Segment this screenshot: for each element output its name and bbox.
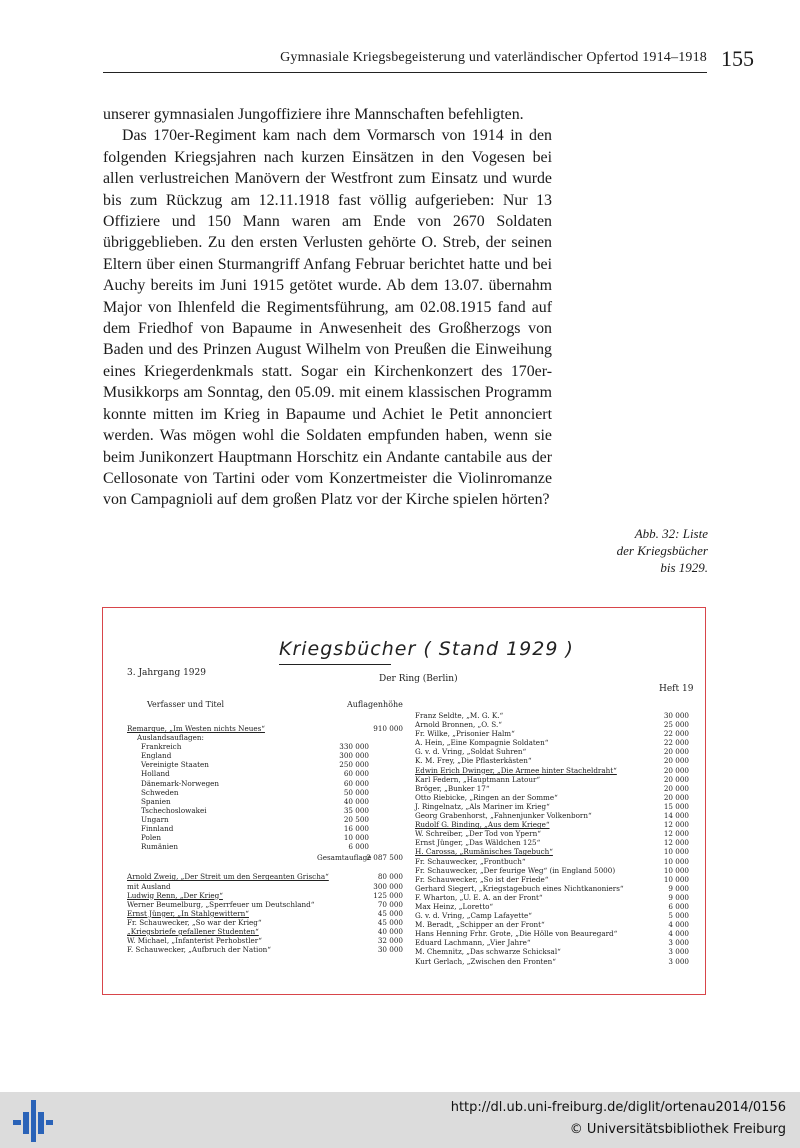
book-entry: Fr. Schauwecker, „So war der Krieg“: [127, 917, 262, 927]
book-entry: Vereinigte Staaten: [141, 760, 209, 770]
book-entry: Hans Henning Frhr. Grote, „Die Hölle von Beauregard“: [415, 929, 618, 939]
book-entry: Ungarn: [141, 814, 169, 824]
running-title: Gymnasiale Kriegsbegeisterung und vaterländischer Opfertod 1914–1918: [280, 50, 707, 65]
book-entry: Otto Riebicke, „Ringen an der Somme“: [415, 792, 558, 802]
list-row: [127, 918, 403, 927]
title-underline: [279, 664, 391, 665]
book-entry: Frankreich: [141, 742, 182, 752]
edition-count: 20 000: [663, 774, 689, 784]
list-row: [415, 875, 689, 884]
list-row: [141, 833, 369, 842]
edition-count: 300 000: [373, 881, 403, 891]
book-entry: W. Schreiber, „Der Tod von Ypern“: [415, 829, 541, 839]
footer-bar: [0, 1092, 800, 1148]
auslands-label-row: [127, 733, 403, 742]
list-row: [415, 820, 689, 829]
publisher-label: Der Ring (Berlin): [379, 674, 458, 684]
library-logo-icon: [13, 1100, 53, 1142]
edition-count: 70 000: [377, 899, 403, 909]
book-entry: Schweden: [141, 787, 179, 797]
edition-count: 40 000: [343, 796, 369, 806]
left-column: [127, 724, 403, 954]
edition-count: 60 000: [343, 769, 369, 779]
list-row: [415, 847, 689, 856]
edition-count: 3 000: [668, 938, 689, 948]
edition-count: 12 000: [663, 829, 689, 839]
list-row: [141, 842, 369, 851]
list-row: [415, 747, 689, 756]
edition-count: 30 000: [663, 711, 689, 720]
book-entry: J. Ringelnatz, „Als Mariner im Krieg“: [415, 801, 550, 811]
edition-count: 6 000: [668, 901, 689, 911]
book-entry: Tschechoslowakei: [141, 805, 207, 815]
edition-count: 25 000: [663, 720, 689, 730]
list-row: [415, 902, 689, 911]
edition-count: 9 000: [668, 883, 689, 893]
book-entry: Fr. Schauwecker, „Der feurige Weg“ (in England 5000): [415, 865, 616, 875]
edition-count: 910 000: [373, 724, 403, 733]
edition-count: 45 000: [377, 917, 403, 927]
list-row: [415, 893, 689, 902]
edition-count: 4 000: [668, 929, 689, 939]
caption-line: Abb. 32: Liste: [634, 526, 708, 541]
book-entry: K. M. Frey, „Die Pflasterkästen“: [415, 756, 532, 766]
book-entry: Rumänien: [141, 842, 178, 852]
book-entry: Holland: [141, 769, 170, 779]
book-entry: H. Carossa, „Rumänisches Tagebuch“: [415, 847, 553, 857]
book-entry: mit Ausland: [127, 881, 171, 891]
scanned-list: [111, 614, 697, 986]
edition-count: 30 000: [377, 945, 403, 955]
list-row: [415, 711, 689, 720]
list-row: [141, 797, 369, 806]
book-entry: Ernst Jünger, „Das Wäldchen 125“: [415, 838, 541, 848]
edition-count: 10 000: [663, 865, 689, 875]
list-row: [127, 891, 403, 900]
col-header-right: Auflagenhöhe: [347, 700, 403, 709]
book-entry: Kurt Gerlach, „Zwischen den Fronten“: [415, 956, 556, 966]
edition-count: 6 000: [348, 842, 369, 852]
source-url[interactable]: http://dl.ub.uni-freiburg.de/diglit/ortenau2014/0156: [450, 1100, 786, 1115]
body-text: [103, 104, 552, 511]
book-entry: G. v. d. Vring, „Camp Lafayette“: [415, 911, 532, 921]
book-entry: Franz Seldte, „M. G. K.“: [415, 711, 504, 720]
edition-count: 20 000: [663, 756, 689, 766]
gesamt-label: Gesamtauflage: [317, 853, 372, 863]
edition-count: 20 000: [663, 792, 689, 802]
list-row: [127, 945, 403, 954]
list-row: [127, 900, 403, 909]
list-row: [415, 756, 689, 765]
list-row: [415, 729, 689, 738]
copyright-text: © Universitätsbibliothek Freiburg: [569, 1122, 786, 1137]
page-number: 155: [721, 46, 754, 71]
list-row: [415, 911, 689, 920]
book-entry: Gerhard Siegert, „Kriegstagebuch eines Nichtkanoniers“: [415, 883, 624, 893]
gesamt-value: 2 087 500: [366, 853, 403, 863]
edition-count: 10 000: [343, 833, 369, 843]
edition-count: 3 000: [668, 956, 689, 966]
book-entry: Arnold Bronnen, „O. S.“: [415, 720, 502, 730]
list-row: [415, 884, 689, 893]
edition-count: 50 000: [343, 787, 369, 797]
auslands-label: Auslandsauflagen:: [137, 733, 204, 743]
heft-label: Heft 19: [659, 684, 694, 694]
handwritten-title: Kriegsbücher ( Stand 1929 ): [279, 638, 574, 660]
list-row: [141, 751, 369, 760]
list-row: [127, 724, 403, 733]
list-row: [141, 815, 369, 824]
caption-line: der Kriegsbücher: [616, 543, 708, 558]
list-row: [415, 829, 689, 838]
edition-count: 35 000: [343, 805, 369, 815]
book-entry: F. Schauwecker, „Aufbruch der Nation“: [127, 945, 271, 955]
list-row: [141, 788, 369, 797]
edition-count: 20 000: [663, 747, 689, 757]
list-row: [415, 929, 689, 938]
book-entry: Fr. Wilke, „Prisonier Halm“: [415, 729, 515, 739]
list-row: [141, 824, 369, 833]
book-entry: Fr. Schauwecker, „So ist der Friede“: [415, 874, 549, 884]
list-row: [415, 811, 689, 820]
list-row: [127, 882, 403, 891]
edition-count: 20 500: [343, 814, 369, 824]
list-row: [127, 927, 403, 936]
book-entry: G. v. d. Vring, „Soldat Suhren“: [415, 747, 527, 757]
book-entry: M. Beradt, „Schipper an der Front“: [415, 920, 545, 930]
edition-count: 300 000: [339, 751, 369, 761]
book-entry: Arnold Zweig, „Der Streit um den Sergeanten Grischa“: [127, 872, 329, 882]
edition-count: 9 000: [668, 892, 689, 902]
list-row: [415, 802, 689, 811]
book-entry: Eduard Lachmann, „Vier Jahre“: [415, 938, 531, 948]
book-entry: A. Hein, „Eine Kompagnie Soldaten“: [415, 738, 549, 748]
list-row: [141, 806, 369, 815]
edition-count: 60 000: [343, 778, 369, 788]
edition-count: 10 000: [663, 874, 689, 884]
list-row: [415, 838, 689, 847]
edition-count: 10 000: [663, 856, 689, 866]
edition-count: 45 000: [377, 908, 403, 918]
book-entry: Bröger, „Bunker 17“: [415, 783, 490, 793]
paragraph: Das 170er-Regiment kam nach dem Vormarsch von 1914 in den folgenden Kriegsjahren nach kurzen Einsätzen in den Vogesen bei allen verlustreichen Manövern der Westfront zum Einsatz und wurde bis zum Rückzug am 12.11.1918 fast völlig aufgerieben: Nur 13 Offiziere und 150 Mann waren am Ende von 2670 Soldaten übriggeblieben. Zu den ersten Verlusten gehörte O. Streb, der seinen Eltern über einen Sturmangriff Anfang Februar berichtet hatte und bei Auchy bereits im Juni 1915 getötet wurde. Ab dem 13.07. übernahm Major von Ihlenfeld die Regimentsführung, am 02.08.1915 fand auf dem Friedhof von Bapaume in Anwesenheit des Großherzogs von Baden und des Prinzen August Wilhelm von Preußen die Einweihung eines Kriegerdenkmals statt. Sogar ein Kirchenkonzert des 170er-Musikkorps am Sonntag, den 05.09. mit einem klassischen Programm konnte mitten im Krieg in Bapaume und Achiet le Petit annonciert werden. Was mögen wohl die Soldaten empfunden haben, wenn sie beim Junikonzert Hauptmann Horschitz ein Andante cantabile aus der Cellosonate von Tartini oder vom Konzertmeister die Violinromanze von Campagnioli auf dem großen Platz vor der Kirche spielen hörten?: [103, 127, 552, 509]
book-entry: Ludwig Renn, „Der Krieg“: [127, 890, 223, 900]
edition-count: 80 000: [377, 872, 403, 882]
edition-count: 3 000: [668, 947, 689, 957]
book-entry: Werner Beumelburg, „Sperrfeuer um Deutschland“: [127, 899, 315, 909]
list-row: [415, 793, 689, 802]
book-entry: Fr. Schauwecker, „Frontbuch“: [415, 856, 526, 866]
edition-count: 14 000: [663, 811, 689, 821]
book-entry: „Kriegsbriefe gefallener Studenten“: [127, 926, 259, 936]
edition-count: 40 000: [377, 926, 403, 936]
list-row: [141, 779, 369, 788]
list-row: [415, 938, 689, 947]
paragraph: unserer gymnasialen Jungoffiziere ihre Mannschaften befehligten.: [103, 106, 524, 123]
edition-count: 125 000: [373, 890, 403, 900]
list-row: [141, 742, 369, 751]
list-row: [415, 784, 689, 793]
right-column: [415, 711, 689, 966]
list-row: [415, 766, 689, 775]
book-entry: Remarque, „Im Westen nichts Neues“: [127, 724, 265, 733]
book-entry: Karl Federn, „Hauptmann Latour“: [415, 774, 541, 784]
book-entry: Finnland: [141, 824, 174, 834]
book-entry: Ernst Jünger, „In Stahlgewittern“: [127, 908, 249, 918]
book-entry: M. Chemnitz, „Das schwarze Schicksal“: [415, 947, 561, 957]
list-row: [141, 769, 369, 778]
list-row: [127, 872, 403, 881]
edition-count: 5 000: [668, 911, 689, 921]
book-entry: Georg Grabenhorst, „Fahnenjunker Volkenborn“: [415, 811, 592, 821]
list-row: [415, 738, 689, 747]
book-entry: Dänemark-Norwegen: [141, 778, 220, 788]
book-entry: Polen: [141, 833, 162, 843]
edition-count: 15 000: [663, 801, 689, 811]
book-entry: England: [141, 751, 172, 761]
book-entry: Rudolf G. Binding, „Aus dem Kriege“: [415, 820, 550, 830]
edition-count: 20 000: [663, 783, 689, 793]
book-entry: Max Heinz, „Loretto“: [415, 901, 494, 911]
book-entry: Spanien: [141, 796, 171, 806]
book-entry: W. Michael, „Infanterist Perhobstler“: [127, 936, 262, 946]
caption-line: bis 1929.: [660, 560, 708, 575]
list-row: [415, 920, 689, 929]
edition-count: 250 000: [339, 760, 369, 770]
edition-count: 12 000: [663, 838, 689, 848]
edition-count: 10 000: [663, 847, 689, 857]
edition-count: 4 000: [668, 920, 689, 930]
figure-caption: [590, 525, 708, 576]
jahrgang-label: 3. Jahrgang 1929: [127, 668, 206, 678]
list-row: [141, 760, 369, 769]
edition-count: 16 000: [343, 824, 369, 834]
list-row: [127, 936, 403, 945]
list-row: [415, 857, 689, 866]
edition-count: 330 000: [339, 742, 369, 752]
gesamt-row: [127, 853, 403, 862]
edition-count: 22 000: [663, 729, 689, 739]
edition-count: 22 000: [663, 738, 689, 748]
book-entry: F. Wharton, „U. E. A. an der Front“: [415, 892, 543, 902]
list-row: [127, 909, 403, 918]
list-row: [415, 866, 689, 875]
edition-count: 20 000: [663, 765, 689, 775]
list-row: [415, 720, 689, 729]
running-header: [103, 44, 707, 73]
list-row: [415, 775, 689, 784]
book-entry: Edwin Erich Dwinger, „Die Armee hinter Stacheldraht“: [415, 765, 617, 775]
figure-scan: [102, 607, 706, 995]
edition-count: 32 000: [377, 936, 403, 946]
list-row: [415, 947, 689, 956]
list-row: [415, 957, 689, 966]
edition-count: 12 000: [663, 820, 689, 830]
col-header-left: Verfasser und Titel: [147, 700, 225, 709]
